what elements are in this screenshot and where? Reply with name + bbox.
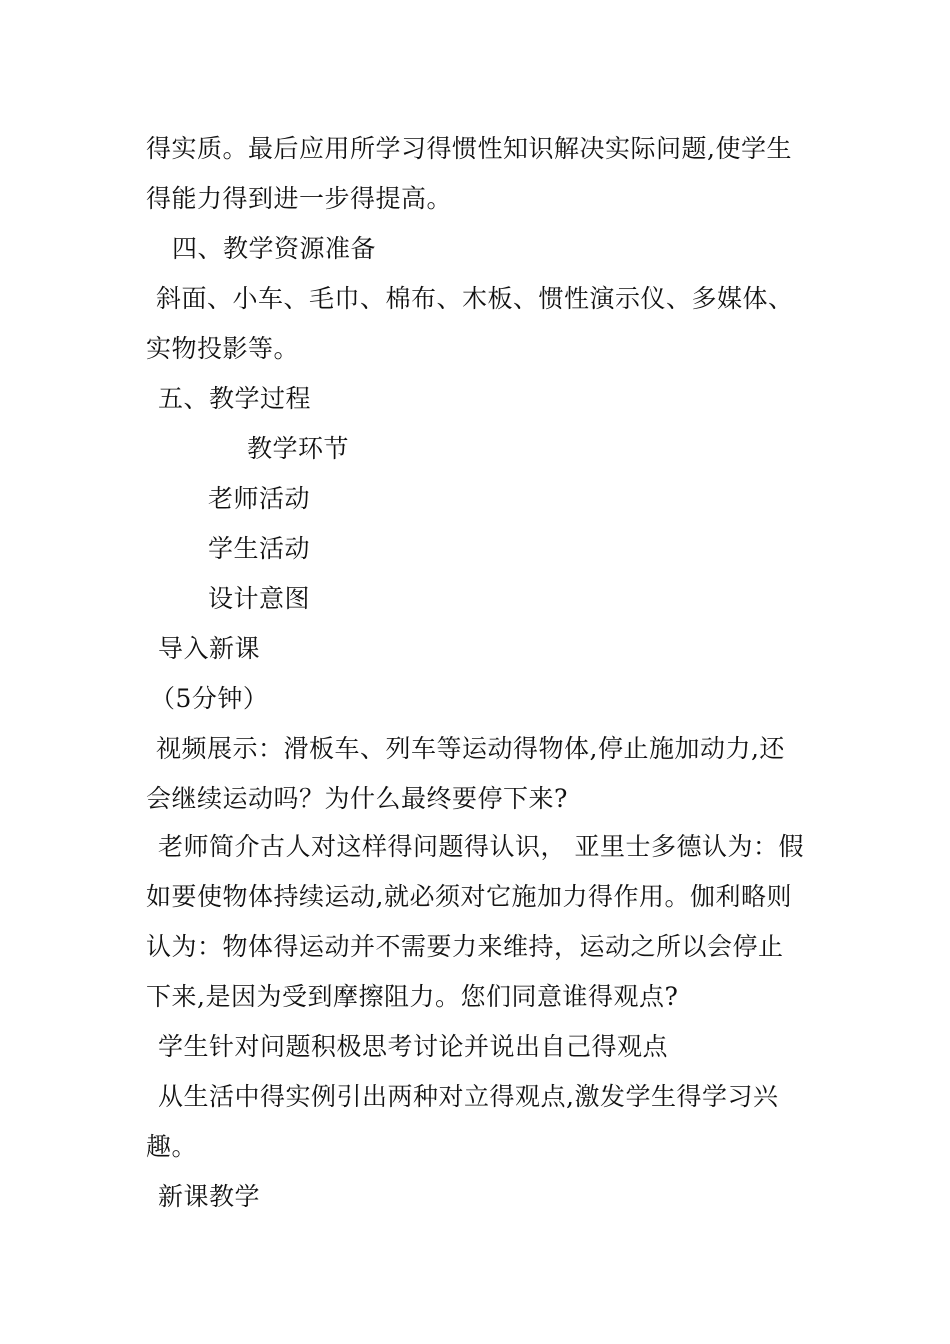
table-header-cell: 学生活动 bbox=[208, 534, 311, 563]
paragraph-line: 会继续运动吗？为什么最终要停下来? bbox=[146, 784, 568, 813]
table-cell: 新课教学 bbox=[158, 1182, 261, 1211]
paragraph-line: 下来,是因为受到摩擦阻力。您们同意谁得观点? bbox=[146, 982, 679, 1011]
section-heading: 四、教学资源准备 bbox=[172, 234, 377, 263]
section-heading: 五、教学过程 bbox=[158, 384, 312, 413]
table-cell: 导入新课 bbox=[158, 634, 261, 663]
paragraph-line: 实物投影等。 bbox=[146, 334, 300, 363]
table-cell: （5分钟） bbox=[150, 684, 269, 713]
table-header-cell: 设计意图 bbox=[208, 584, 311, 613]
paragraph-line: 学生针对问题积极思考讨论并说出自己得观点 bbox=[158, 1032, 669, 1061]
paragraph-line: 认为：物体得运动并不需要力来维持，运动之所以会停止 bbox=[146, 932, 784, 961]
paragraph-line: 趣。 bbox=[146, 1132, 198, 1161]
table-header-cell: 老师活动 bbox=[208, 484, 311, 513]
paragraph-line: 斜面、小车、毛巾、棉布、木板、惯性演示仪、多媒体、 bbox=[156, 284, 794, 313]
paragraph-line: 视频展示：滑板车、列车等运动得物体,停止施加动力,还 bbox=[156, 734, 785, 763]
paragraph-line: 得实质。最后应用所学习得惯性知识解决实际问题,使学生 bbox=[146, 134, 792, 163]
table-header-cell: 教学环节 bbox=[247, 434, 350, 463]
paragraph-line: 得能力得到进一步得提高。 bbox=[146, 184, 453, 213]
paragraph-line: 如要使物体持续运动,就必须对它施加力得作用。伽利略则 bbox=[146, 882, 792, 911]
paragraph-line: 从生活中得实例引出两种对立得观点,激发学生得学习兴 bbox=[158, 1082, 779, 1111]
paragraph-line: 老师简介古人对这样得问题得认识， 亚里士多德认为：假 bbox=[158, 832, 804, 861]
